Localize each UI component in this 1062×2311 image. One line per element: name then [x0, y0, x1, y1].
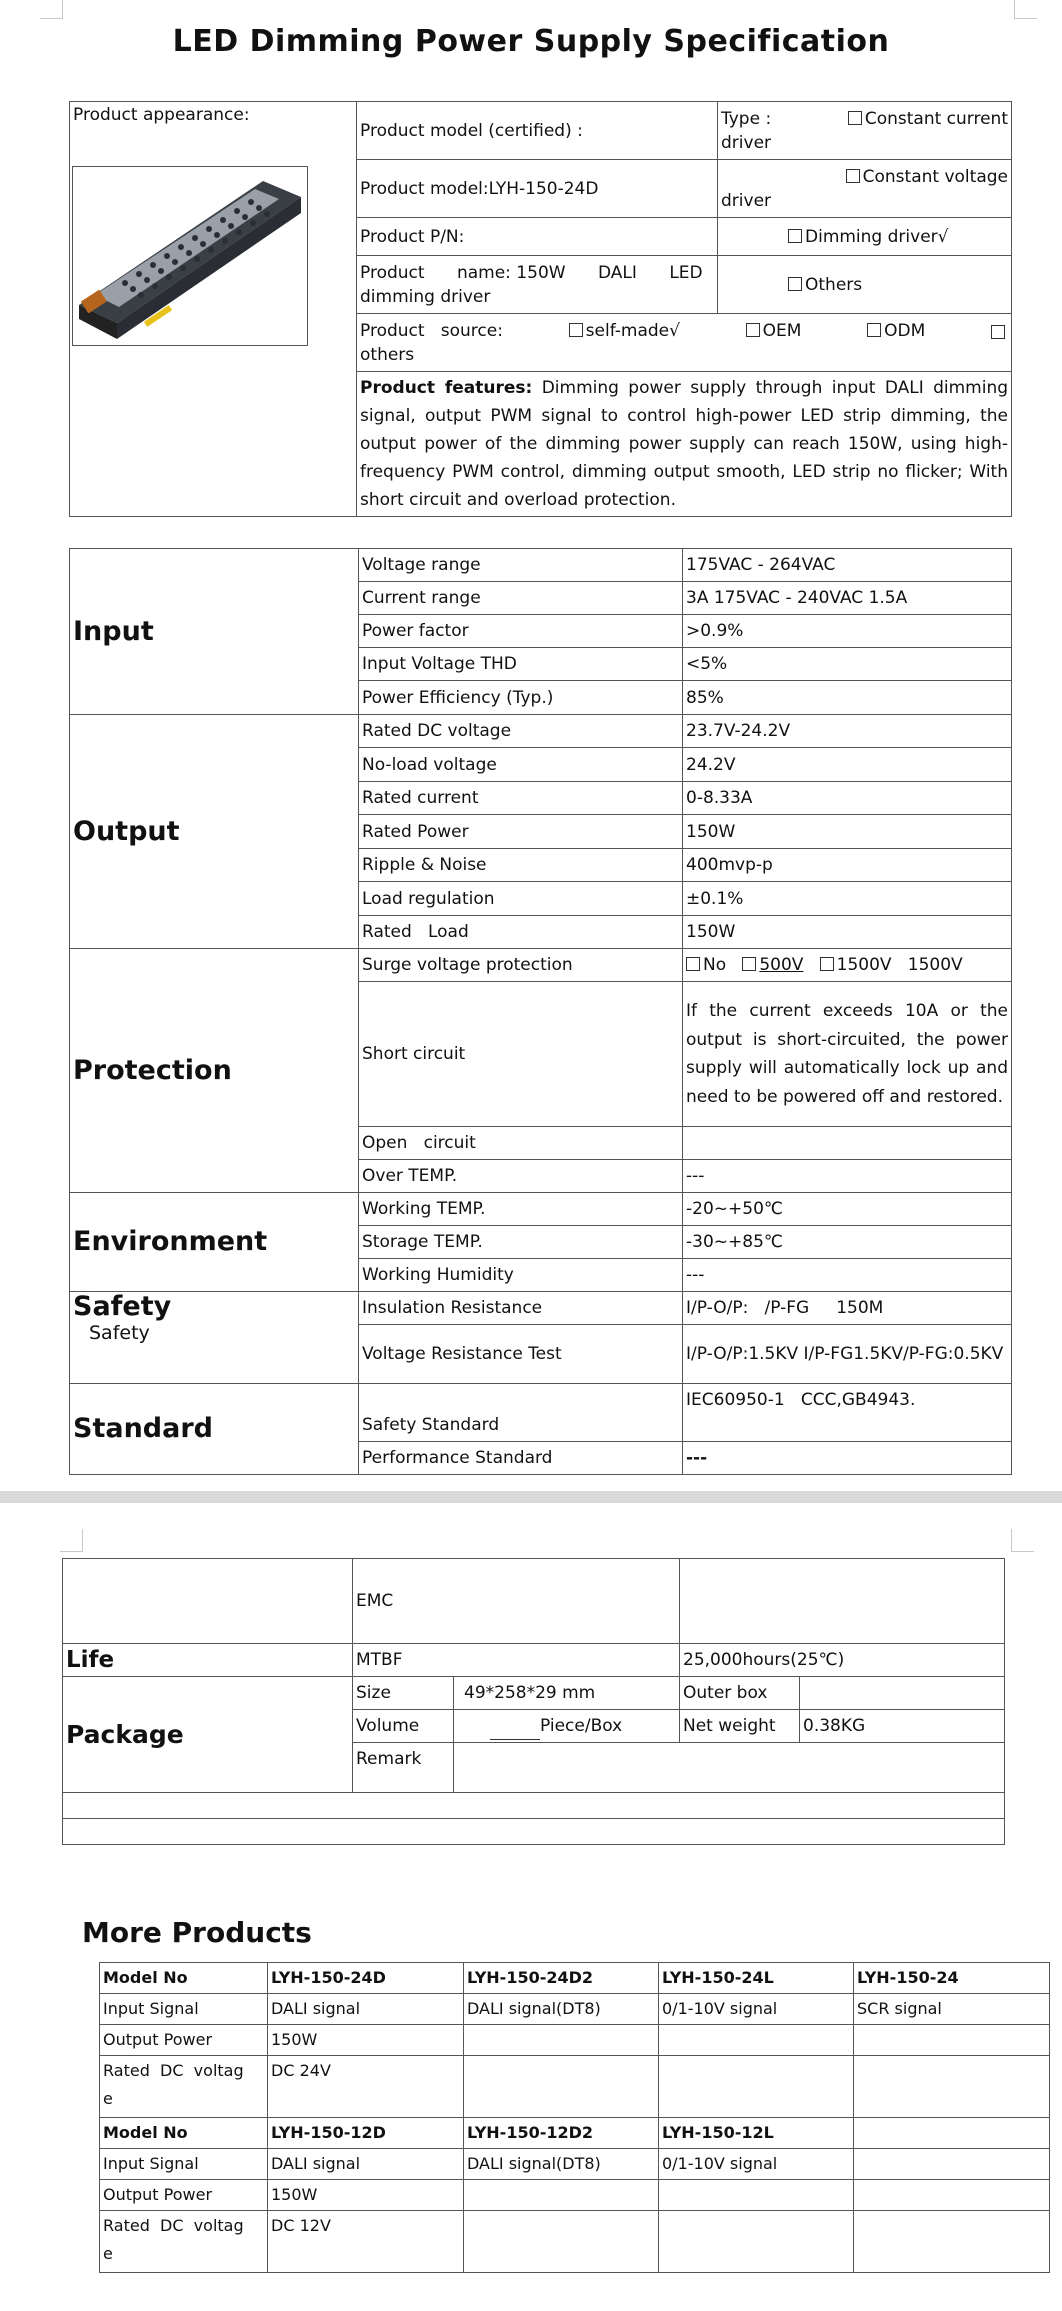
document-title: LED Dimming Power Supply Specification — [172, 24, 890, 59]
volume-value: Piece/Box — [540, 1716, 623, 1736]
surge-value: 1500V — [907, 955, 963, 975]
mp-input-label: Input Signal — [100, 2149, 268, 2180]
remark-value — [454, 1743, 1005, 1793]
emc-label: EMC — [353, 1559, 680, 1644]
source-others-checkbox[interactable] — [991, 325, 1005, 339]
outer-box-label: Outer box — [680, 1677, 800, 1710]
life-label: Life — [63, 1644, 353, 1677]
type-others-cell — [718, 256, 1012, 314]
safety-cell — [70, 1292, 359, 1384]
mp-input: DALI signal(DT8) — [464, 1994, 659, 2025]
short-circuit-value: If the current exceeds 10A or the output is short-circuited, the power supply will automatically lock up and need to be powered off and restored. — [683, 982, 1012, 1127]
spec-label: Rated Power — [359, 815, 683, 849]
emc-empty — [63, 1559, 353, 1644]
mp-power: 150W — [268, 2180, 464, 2211]
mp-rated-label: Rated DC voltag — [103, 2061, 244, 2080]
mp-rated-label-cont: e — [103, 2089, 113, 2108]
mp-model: LYH-150-24D — [268, 1963, 464, 1994]
appearance-label: Product appearance: — [73, 105, 250, 125]
product-source-cell — [357, 314, 1012, 372]
remark-label: Remark — [353, 1743, 454, 1793]
spec-label: Insulation Resistance — [359, 1292, 683, 1325]
mp-rated-cell — [100, 2056, 268, 2118]
standard-section — [70, 1384, 1012, 1475]
product-image — [72, 166, 308, 346]
surge-500: 500V — [759, 955, 804, 975]
output-section — [70, 715, 1012, 949]
page-corner-mark — [40, 0, 63, 19]
source-others: others — [360, 344, 415, 365]
spec-value: I/P-O/P: /P-FG 150M — [683, 1292, 1012, 1325]
mp-empty — [854, 2025, 1050, 2056]
package-label: Package — [63, 1677, 353, 1793]
mp-empty — [464, 2211, 659, 2273]
mp-empty — [659, 2025, 854, 2056]
spec-value: 150W — [683, 815, 1012, 849]
mp-input: 0/1-10V signal — [659, 1994, 854, 2025]
mp-model-label: Model No — [100, 1963, 268, 1994]
model-certified-label: Product model (certified) : — [357, 102, 718, 160]
product-name-cell — [357, 256, 718, 314]
type-others-checkbox[interactable] — [788, 277, 802, 291]
power-supply-illustration — [73, 167, 307, 345]
product-features-cell — [357, 372, 1012, 517]
spec-value: --- — [683, 1442, 1012, 1475]
mp-model: LYH-150-12D — [268, 2118, 464, 2149]
mtbf-value: 25,000hours(25℃) — [680, 1644, 1005, 1677]
source-odm-checkbox[interactable] — [867, 323, 881, 337]
type-dimming-cell — [718, 218, 1012, 256]
mp-input: 0/1-10V signal — [659, 2149, 854, 2180]
spec-label: Performance Standard — [359, 1442, 683, 1475]
input-section — [70, 549, 1012, 715]
mp-model-label: Model No — [100, 2118, 268, 2149]
protection-label: Protection — [70, 949, 359, 1193]
page-separator — [0, 1491, 1062, 1503]
source-odm: ODM — [884, 320, 926, 341]
spec-value: --- — [683, 1259, 1012, 1292]
spec-value: 3A 175VAC - 240VAC 1.5A — [683, 582, 1012, 615]
mp-power-label: Output Power — [100, 2025, 268, 2056]
spec-label: Input Voltage THD — [359, 648, 683, 681]
spec-value: 150W — [683, 916, 1012, 949]
short-circuit-label: Short circuit — [359, 982, 683, 1127]
empty-row — [63, 1819, 1005, 1845]
surge-1500-checkbox[interactable] — [820, 957, 834, 971]
spec-label: Rated Load — [359, 916, 683, 949]
over-temp-label: Over TEMP. — [359, 1160, 683, 1193]
mp-input: DALI signal — [268, 1994, 464, 2025]
over-temp-value: --- — [683, 1160, 1012, 1193]
page-corner-mark — [1014, 0, 1037, 19]
mp-empty — [854, 2180, 1050, 2211]
mp-empty — [464, 2180, 659, 2211]
source-selfmade: self-made√ — [585, 320, 680, 341]
mp-model: LYH-150-12L — [659, 2118, 854, 2149]
environment-section — [70, 1193, 1012, 1292]
mp-input — [854, 2149, 1050, 2180]
mp-rated-cell — [100, 2211, 268, 2273]
mp-empty — [659, 2180, 854, 2211]
product-model: Product model:LYH-150-24D — [357, 160, 718, 218]
mp-rated-label: Rated DC voltag — [103, 2216, 244, 2235]
type-dimming-checkbox[interactable] — [788, 229, 802, 243]
more-products-table — [99, 1962, 1050, 2273]
spec-value: 400mvp-p — [683, 849, 1012, 882]
mp-input: DALI signal — [268, 2149, 464, 2180]
spec-value: 175VAC - 264VAC — [683, 549, 1012, 582]
mtbf-label: MTBF — [353, 1644, 680, 1677]
page2-table — [62, 1558, 1005, 1845]
mp-rated: DC 12V — [268, 2211, 464, 2273]
spec-label: Storage TEMP. — [359, 1226, 683, 1259]
mp-model: LYH-150-24 — [854, 1963, 1050, 1994]
product-name-line1: Product name: 150W DALI LED — [360, 262, 703, 283]
spec-value: 23.7V-24.2V — [683, 715, 1012, 748]
mp-empty — [659, 2211, 854, 2273]
spec-label: Power Efficiency (Typ.) — [359, 681, 683, 715]
mp-empty — [659, 2056, 854, 2118]
spec-table — [69, 548, 1012, 1475]
mp-power: 150W — [268, 2025, 464, 2056]
spec-label: Ripple & Noise — [359, 849, 683, 882]
safety-label: Safety — [73, 1291, 172, 1322]
spec-value: -30~+85℃ — [683, 1226, 1012, 1259]
volume-label: Volume — [353, 1710, 454, 1743]
size-value: 49*258*29 mm — [454, 1677, 680, 1710]
type-cell — [718, 102, 1012, 160]
spec-value: I/P-O/P:1.5KV I/P-FG1.5KV/P-FG:0.5KV — [683, 1325, 1012, 1384]
spec-label: No-load voltage — [359, 748, 683, 782]
size-label: Size — [353, 1677, 454, 1710]
surge-value-cell — [683, 949, 1012, 982]
type-constant-current-checkbox[interactable] — [848, 111, 862, 125]
spec-value: ±0.1% — [683, 882, 1012, 916]
spec-value: IEC60950-1 CCC,GB4943. — [683, 1384, 1012, 1442]
spec-label: Safety Standard — [359, 1384, 683, 1442]
safety-sublabel: Safety — [89, 1322, 150, 1344]
spec-label: Rated DC voltage — [359, 715, 683, 748]
open-circuit-label: Open circuit — [359, 1127, 683, 1160]
output-label: Output — [70, 715, 359, 949]
type-cv-cell — [718, 160, 1012, 218]
surge-no-checkbox[interactable] — [686, 957, 700, 971]
mp-model: LYH-150-24L — [659, 1963, 854, 1994]
surge-500-checkbox[interactable] — [742, 957, 756, 971]
type-label: Type : — [721, 108, 772, 129]
spec-value: >0.9% — [683, 615, 1012, 648]
spec-label: Voltage Resistance Test — [359, 1325, 683, 1384]
page-corner-mark — [1011, 1529, 1034, 1552]
type-others: Others — [805, 274, 863, 295]
mp-model: LYH-150-12D2 — [464, 2118, 659, 2149]
open-circuit-value — [683, 1127, 1012, 1160]
mp-model — [854, 2118, 1050, 2149]
spec-label: Working TEMP. — [359, 1193, 683, 1226]
spec-label: Current range — [359, 582, 683, 615]
spec-value: 24.2V — [683, 748, 1012, 782]
volume-cell — [454, 1710, 680, 1743]
source-oem-checkbox[interactable] — [746, 323, 760, 337]
mp-empty — [854, 2056, 1050, 2118]
input-label: Input — [70, 549, 359, 715]
net-weight-value: 0.38KG — [800, 1710, 1005, 1743]
spec-value: <5% — [683, 648, 1012, 681]
empty-row — [63, 1793, 1005, 1819]
spec-value: -20~+50℃ — [683, 1193, 1012, 1226]
safety-section — [70, 1292, 1012, 1384]
mp-input: DALI signal(DT8) — [464, 2149, 659, 2180]
surge-label: Surge voltage protection — [359, 949, 683, 982]
spec-label: Voltage range — [359, 549, 683, 582]
features-text: Dimming power supply through input DALI dimming signal, output PWM signal to control high-power LED strip dimming, the output power of the dimming power supply can reach 150W, using high-frequency PWM control, dimming output smooth, LED strip no flicker; With short circuit and overload protection. — [360, 378, 1009, 510]
emc-value — [680, 1559, 1005, 1644]
type-constant-current-cont: driver — [721, 132, 772, 153]
surge-1500: 1500V — [836, 955, 892, 975]
features-label: Product features: — [360, 378, 533, 398]
outer-box-value — [800, 1677, 1005, 1710]
spec-label: Power factor — [359, 615, 683, 648]
environment-label: Environment — [70, 1193, 359, 1292]
mp-model: LYH-150-24D2 — [464, 1963, 659, 1994]
type-dimming: Dimming driver√ — [805, 226, 949, 247]
page-corner-mark — [60, 1529, 83, 1552]
spec-label: Working Humidity — [359, 1259, 683, 1292]
mp-rated-label-cont: e — [103, 2244, 113, 2263]
more-products-title: More Products — [82, 1916, 312, 1949]
mp-empty — [464, 2025, 659, 2056]
product-name-line2: dimming driver — [360, 286, 491, 307]
protection-section — [70, 949, 1012, 1193]
spec-label: Load regulation — [359, 882, 683, 916]
net-weight-label: Net weight — [680, 1710, 800, 1743]
standard-label: Standard — [70, 1384, 359, 1475]
source-label: Product source: — [360, 320, 503, 341]
spec-label: Rated current — [359, 782, 683, 815]
mp-empty — [464, 2056, 659, 2118]
source-selfmade-checkbox[interactable] — [569, 323, 583, 337]
type-constant-voltage: Constant voltage — [862, 166, 1008, 187]
spec-value: 85% — [683, 681, 1012, 715]
surge-no: No — [703, 955, 727, 975]
spec-value: 0-8.33A — [683, 782, 1012, 815]
type-constant-voltage-cont: driver — [721, 190, 772, 211]
mp-empty — [854, 2211, 1050, 2273]
type-constant-voltage-checkbox[interactable] — [846, 169, 860, 183]
mp-input-label: Input Signal — [100, 1994, 268, 2025]
mp-rated: DC 24V — [268, 2056, 464, 2118]
mp-input: SCR signal — [854, 1994, 1050, 2025]
mp-power-label: Output Power — [100, 2180, 268, 2211]
product-pn: Product P/N: — [357, 218, 718, 256]
source-oem: OEM — [762, 320, 802, 341]
type-constant-current: Constant current — [864, 108, 1008, 129]
